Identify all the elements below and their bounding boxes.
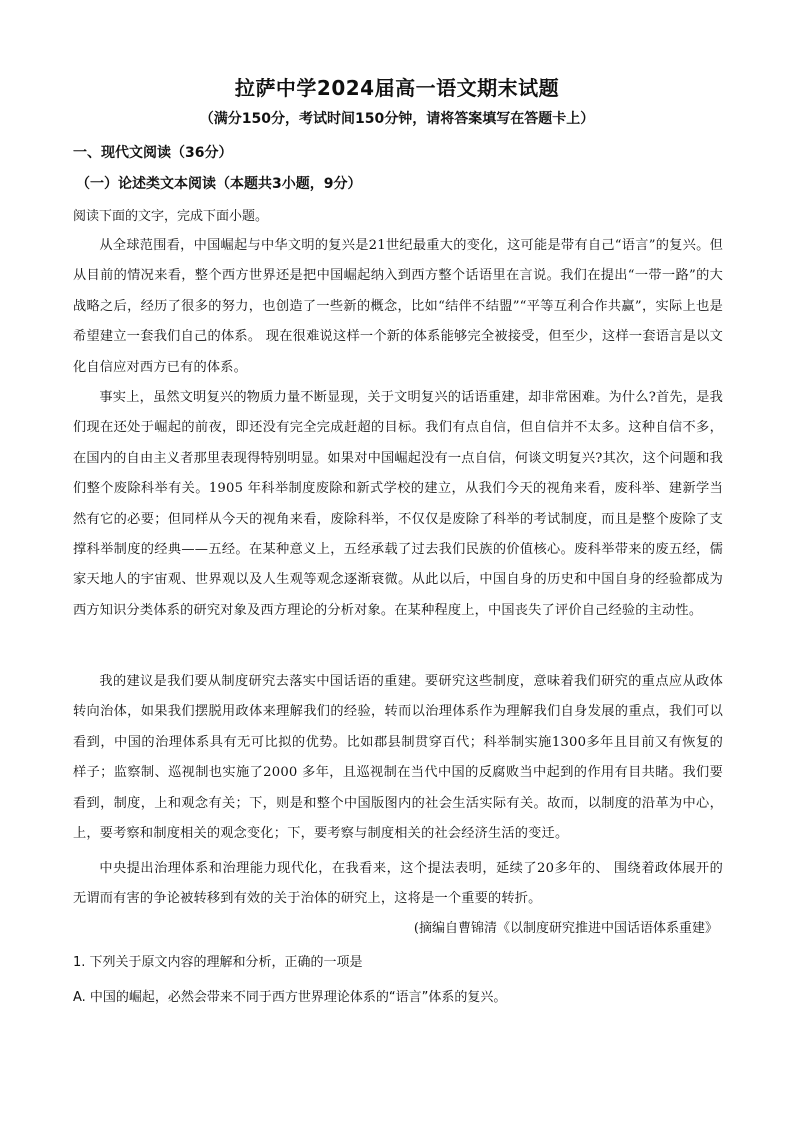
section-heading: 一、现代文阅读（36分） xyxy=(73,145,233,161)
passage-paragraph: 中央提出治理体系和治理能力现代化，在我看来，这个提法表明，延续了20多年的、 围绕着政体展开的无谓而有害的争论被转移到有效的关于治体的研究上，这将是一个重要的转折。 xyxy=(73,861,723,907)
subsection-heading: （一）论述类文本阅读（本题共3小题，9分） xyxy=(76,176,362,192)
exam-title: 拉萨中学2024届高一语文期末试题 xyxy=(234,76,560,100)
passage-paragraph: 事实上，虽然文明复兴的物质力量不断显现，关于文明复兴的话语重建，却非常困难。为什么?首先，是我们现在还处于崛起的前夜，即还没有完全完成赶超的目标。我们有点自信，但自信并不太多。这种自信不多，在国内的自由主义者那里表现得特别明显。如果对中国崛起没有一点自信，何谈文明复兴?其次，这个问题和我们整个废除科举有关。1905 年科举制度废除和新式学校的建立，从我们今天的视角来看，废科举、建新学当然有它的必要；但同样从今天的视角来看，废除科举，不仅仅是废除了科举的考试制度，而且是整个废除了支撑科举制度的经典——五经。在某种意义上，五经承载了过去我们民族的价值核心。废科举带来的废五经，儒家天地人的宇宙观、世界观以及人生观等观念逐渐衰微。从此以后，中国自身的历史和中国自身的经验都成为西方知识分类体系的研究对象及西方理论的分析对象。在某种程度上，中国丧失了评价自己经验的主动性。 xyxy=(73,390,723,618)
question-stem: 1. 下列关于原文内容的理解和分析，正确的一项是 xyxy=(73,955,363,970)
passage-paragraph: 从全球范围看，中国崛起与中华文明的复兴是21世纪最重大的变化，这可能是带有自己“语言”的复兴。但从目前的情况来看，整个西方世界还是把中国崛起纳入到西方整个话语里在言说。我们在提出“一带一路”的大战略之后，经历了很多的努力，也创造了一些新的概念，比如“结伴不结盟”“平等互利合作共赢”，实际上也是希望建立一套我们自己的体系。 现在很难说这样一个新的体系能够完全被接受，但至少，这样一套语言是以文化自信应对西方已有的体系。 xyxy=(73,238,723,375)
reading-instruction: 阅读下面的文字，完成下面小题。 xyxy=(73,209,269,224)
passage-paragraph: 我的建议是我们要从制度研究去落实中国话语的重建。要研究这些制度，意味着我们研究的重点应从政体转向治体，如果我们摆脱用政体来理解我们的经验，转而以治理体系作为理解我们自身发展的重点，我们可以看到，中国的治理体系具有无可比拟的优势。比如郡县制贯穿百代；科举制实施1300多年且目前又有恢复的样子；监察制、巡视制也实施了2000 多年，且巡视制在当代中国的反腐败当中起到的作用有目共睹。我们要看到，制度，上和观念有关；下，则是和整个中国版图内的社会生活实际有关。故而，以制度的沿革为中心，上，要考察和制度相关的观念变化；下，要考察与制度相关的社会经济生活的变迁。 xyxy=(73,674,723,842)
exam-subtitle: （满分150分，考试时间150分钟，请将答案填写在答题卡上） xyxy=(199,111,595,127)
question-option-a: A. 中国的崛起，必然会带来不同于西方世界理论体系的“语言”体系的复兴。 xyxy=(73,990,507,1005)
passage-source: (摘编自曹锦清《以制度研究推进中国话语体系重建》 xyxy=(413,921,718,936)
